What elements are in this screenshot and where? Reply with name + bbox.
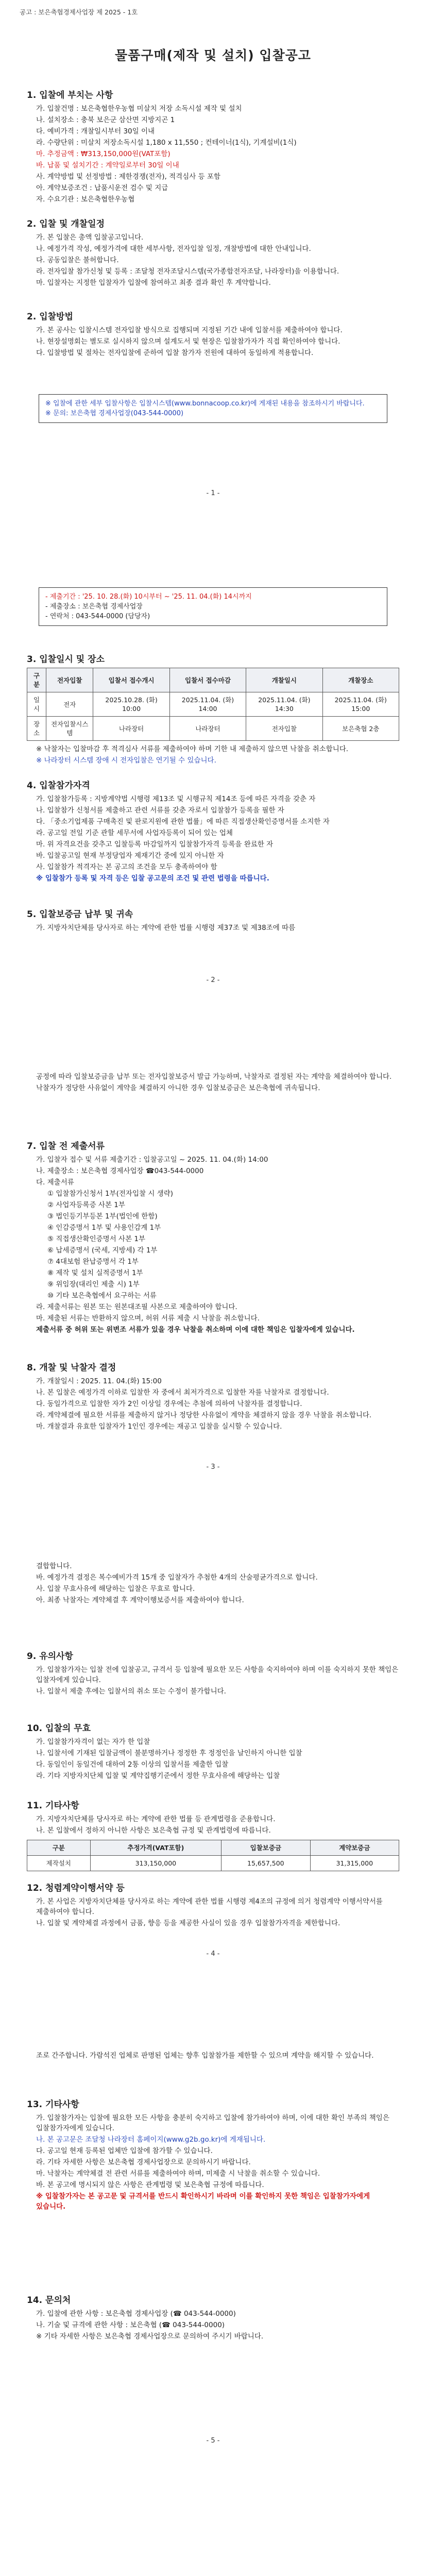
text-line: ※ 나라장터 시스템 장애 시 전자입찰은 연기될 수 있습니다. <box>36 756 216 765</box>
notice-line: - 연락처 : 043-544-0000 (담당자) <box>45 613 150 620</box>
page-number: - 3 - <box>206 1463 220 1471</box>
page-number: - 2 - <box>206 976 220 984</box>
table-cell: 전자입찰시스템 <box>46 717 93 741</box>
text-line: 나. 입찰 및 계약체결 과정에서 금품, 향응 등을 제공한 사실이 있을 경우 입찰참가자격을 제한합니다. <box>36 1919 340 1927</box>
text-line: 라. 계약체결에 필요한 서류를 제출하지 않거나 정당한 사유없이 계약을 체결하지 않을 경우 낙찰을 취소합니다. <box>36 1411 372 1419</box>
text-line: 다. 예비가격 : 개찰일시부터 30일 이내 <box>36 127 155 135</box>
text-line: ④ 인감증명서 1부 및 사용인감계 1부 <box>47 1224 161 1232</box>
table-header: 개찰일시 <box>246 668 322 692</box>
text-line: 라. 제출서류는 원본 또는 원본대조필 사본으로 제출하여야 합니다. <box>36 1303 237 1311</box>
section-bid-datetime <box>27 652 399 767</box>
emphasis-line: ※ 입찰참가자는 본 공고문 및 규격서를 반드시 확인하시기 바라며 이를 확인하지 못한 책임은 입찰참가자에게 있습니다. <box>36 2192 370 2211</box>
text-line: 가. 입찰참가자는 입찰 전에 입찰공고, 규격서 등 입찰에 필요한 모든 사항을 숙지하여야 하며 이를 숙지하지 못한 책임은 입찰자에게 있습니다. <box>36 1666 399 1684</box>
text-line: 다. 동일인이 동일건에 대하여 2통 이상의 입찰서를 제출한 입찰 <box>36 1760 229 1769</box>
notice-line: ※ 입찰에 관한 세부 입찰사항은 입찰시스템(www.bonnacoop.co.kr)에 게재된 내용을 참조하시기 바랍니다. <box>45 400 365 408</box>
text-line: 가. 입찰참가자는 입찰에 필요한 모든 사항을 충분히 숙지하고 입찰에 참가하여야 하며, 이에 대한 확인 부족의 책임은 입찰참가자에게 있습니다. <box>36 2114 389 2132</box>
section-heading: 1. 입찰에 부치는 사항 <box>27 90 113 100</box>
section-heading: 2. 입찰 및 개찰일정 <box>27 219 105 229</box>
table-cell: 나라장터 <box>169 717 246 741</box>
table-header: 개찰장소 <box>322 668 399 692</box>
text-line: 마. 개찰결과 유효한 입찰자가 1인인 경우에는 재공고 입찰을 실시할 수 있습니다. <box>36 1422 282 1431</box>
section-bid-method <box>27 309 399 359</box>
text-line: 나. 본 공고문은 조달청 나라장터 홈페이지(www.g2b.go.kr)에 게재됩니다. <box>36 2136 266 2144</box>
text-line: 다. 입찰방법 및 절차는 전자입찰에 준하여 입찰 참가자 전원에 대하여 동일하게 적용합니다. <box>36 349 314 357</box>
text-line: 바. 예정가격 결정은 복수예비가격 15개 중 입찰자가 추첨한 4개의 산술평균가격으로 합니다. <box>36 1573 318 1582</box>
text-line: 나. 입찰서 제출 후에는 입찰서의 취소 또는 수정이 불가합니다. <box>36 1687 226 1696</box>
text-line: 나. 현장설명회는 별도로 실시하지 않으며 설계도서 및 현장은 입찰참가자가 직접 확인하여야 합니다. <box>36 337 340 346</box>
page-number: - 1 - <box>206 489 220 497</box>
text-line: 결합합니다. <box>36 1562 72 1570</box>
text-line: ⑨ 위임장(대리인 제출 시) 1부 <box>47 1280 140 1289</box>
text-line: 가. 지방자치단체를 당사자로 하는 계약에 관한 법률 등 관계법령을 준용합니다. <box>36 1815 276 1823</box>
text-line: 다. 공고일 현재 등록된 업체만 입찰에 참가할 수 있습니다. <box>36 2147 213 2155</box>
text-line: 나. 기술 및 규격에 관한 사항 : 보은축협 (☎ 043-544-0000) <box>36 2321 225 2329</box>
text-line: 나. 본 입찰에서 정하지 아니한 사항은 보은축협 규정 및 관계법령에 따릅니다. <box>36 1826 271 1835</box>
text-line: 가. 본 공사는 입찰시스템 전자입찰 방식으로 집행되며 지정된 기간 내에 입찰서를 제출하여야 합니다. <box>36 326 343 334</box>
section-integrity <box>27 1880 399 1929</box>
table-cell: 15,657,500 <box>221 1856 310 1871</box>
text-line: 마. 낙찰자는 계약체결 전 관련 서류를 제출하여야 하며, 미제출 시 낙찰을 취소할 수 있습니다. <box>36 2170 320 2178</box>
text-line: ③ 법인등기부등본 1부(법인에 한함) <box>47 1212 158 1221</box>
text-line: 가. 입찰참가등록 : 지방계약법 시행령 제13조 및 시행규칙 제14조 등에 따른 자격을 갖춘 자 <box>36 795 316 803</box>
price-table <box>27 1840 399 1871</box>
table-header: 추정가격(VAT포함) <box>90 1840 221 1856</box>
text-line: 사. 입찰참가 적격자는 본 공고의 조건을 모두 충족하여야 함 <box>36 863 217 871</box>
text-line: 라. 공고일 전일 기준 관할 세무서에 사업자등록이 되어 있는 업체 <box>36 829 233 837</box>
table-cell: 313,150,000 <box>90 1856 221 1871</box>
text-line: 다. 제출서류 <box>36 1178 74 1187</box>
section-heading: 13. 기타사항 <box>27 2099 79 2110</box>
text-line: ⑤ 직접생산확인증명서 사본 1부 <box>47 1235 146 1243</box>
table-cell: 2025.11.04. (화) 14:00 <box>169 692 246 717</box>
section-contact <box>27 2293 399 2343</box>
table-cell: 제작설치 <box>27 1856 91 1871</box>
text-line: 아. 계약보증조건 : 납품시운전 검수 및 지급 <box>36 184 168 192</box>
text-line: ⑧ 제작 및 설치 실적증명서 1부 <box>47 1269 143 1277</box>
section-award <box>27 1360 399 1433</box>
text-line: 아. 최종 낙찰자는 계약체결 후 계약이행보증서를 제출하여야 합니다. <box>36 1596 244 1604</box>
schedule-table <box>27 668 399 741</box>
section-heading: 2. 입찰방법 <box>27 312 73 322</box>
text-line: 나. 설치장소 : 충북 보은군 삼산면 지방지곤 1 <box>36 116 175 124</box>
text-line: 낙찰자가 정당한 사유없이 계약을 체결하지 아니한 경우 입찰보증금은 보은축협에 귀속됩니다. <box>36 1084 320 1092</box>
text-line: 가. 본 사업은 지방자치단체를 당사자로 하는 계약에 관한 법률 시행령 제4조의 규정에 의거 청렴계약 이행서약서를 제출하여야 합니다. <box>36 1897 383 1916</box>
document-title: 물품구매(제작 및 설치) 입찰공고 <box>115 48 311 63</box>
notice-line: - 제출장소 : 보은축협 경제사업장 <box>45 603 143 611</box>
text-line: 자. 수요기관 : 보은축협한우농협 <box>36 195 135 204</box>
text-line: 가. 입찰참가자격이 없는 자가 한 입찰 <box>36 1738 150 1746</box>
text-line: 다. 공동입찰은 불허합니다. <box>36 256 119 264</box>
text-line: 가. 지방자치단체를 당사자로 하는 계약에 관한 법률 시행령 제37조 및 제38조에 따름 <box>36 924 296 932</box>
text-line: 바. 납품 및 설치기간 : 계약일로부터 30일 이내 <box>36 161 179 170</box>
section-deposit <box>27 907 399 934</box>
text-line: 나. 입찰서에 기재된 입찰금액이 불분명하거나 정정한 후 정정인을 날인하지 아니한 입찰 <box>36 1749 302 1757</box>
text-line: 조로 간주합니다. 가람석진 업체로 판명된 업체는 향후 입찰참가를 제한할 수 있으며 계약을 해지할 수 있습니다. <box>36 2052 374 2060</box>
table-row <box>27 1856 399 1871</box>
text-line: 다. 동일가격으로 입찰한 자가 2인 이상일 경우에는 추첨에 의하여 낙찰자를 결정합니다. <box>36 1400 302 1408</box>
table-header: 계약보증금 <box>310 1840 399 1856</box>
page-number: - 4 - <box>206 1950 220 1958</box>
text-line: 마. 입찰자는 지정한 입찰자가 입찰에 참여하고 최종 결과 확인 후 계약합니다. <box>36 279 271 287</box>
section-items <box>27 88 399 206</box>
section-deposit-cont <box>27 1072 399 1094</box>
table-header: 입찰서 접수마감 <box>169 668 246 692</box>
table-cell: 전자 <box>46 692 93 717</box>
section-heading: 10. 입찰의 무효 <box>27 1723 91 1734</box>
document-number: 공고 : 보은축협경제사업장 제 2025 - 1호 <box>20 8 138 16</box>
text-line: 나. 본 입찰은 예정가격 이하로 입찰한 자 중에서 최저가격으로 입찰한 자를 낙찰자로 결정합니다. <box>36 1388 329 1397</box>
table-header: 전자입찰 <box>46 668 93 692</box>
section-heading: 7. 입찰 전 제출서류 <box>27 1141 105 1151</box>
emphasis-line: ※ 기타 자세한 사항은 보은축협 경제사업장으로 문의하여 주시기 바랍니다. <box>36 2332 264 2341</box>
text-line: ① 입찰참가신청서 1부(전자입찰 시 생략) <box>47 1190 174 1198</box>
text-line: 공정에 따라 입찰보증금을 납부 또는 전자입찰보증서 발급 가능하며, 낙찰자로 결정된 자는 계약을 체결하여야 합니다. <box>36 1073 392 1081</box>
text-line: 가. 입찰건명 : 보은축협한우농협 미살치 저장 소독시설 제작 및 설치 <box>36 105 242 113</box>
text-line: 나. 예정가격 작성, 예정가격에 대한 세부사항, 전자입찰 일정, 개찰방법에 대한 안내입니다. <box>36 245 311 253</box>
text-line: ⑥ 납세증명서 (국세, 지방세) 각 1부 <box>47 1246 158 1255</box>
submission-box <box>39 587 387 626</box>
text-line: ※ 낙찰자는 입찰마감 후 적격심사 서류를 제출하여야 하며 기한 내 제출하지 않으면 낙찰을 취소합니다. <box>36 745 349 753</box>
notice-line: - 제출기간 : '25. 10. 28.(화) 10시부터 ~ '25. 11. 04.(화) 14시까지 <box>45 593 252 601</box>
section-heading: 4. 입찰참가자격 <box>27 781 90 791</box>
table-row <box>27 692 399 717</box>
table-cell: 전자입찰 <box>246 717 322 741</box>
text-line: 마. 위 자격요건을 갖추고 입찰등록 마감일까지 입찰참가자격 등록을 완료한 자 <box>36 840 274 849</box>
text-line: 사. 계약방법 및 선정방법 : 제한경쟁(전자), 적격심사 등 포함 <box>36 173 220 181</box>
emphasis-line: ※ 입찰참가 등록 및 자격 등은 입찰 공고문의 조건 및 관련 법령을 따릅니다. <box>36 874 269 883</box>
section-invalid-bids <box>27 1721 399 1782</box>
section-heading: 11. 기타사항 <box>27 1801 79 1811</box>
section-heading: 9. 유의사항 <box>27 1651 73 1662</box>
text-line: 라. 수량단위 : 미살치 저장소독시설 1,180 x 11,550 ; 컨테이너(1식), 기계설비(1식) <box>36 139 297 147</box>
text-line: 가. 개찰일시 : 2025. 11. 04.(화) 15:00 <box>36 1377 162 1385</box>
text-line: 마. 제출된 서류는 반환하지 않으며, 허위 서류 제출 시 낙찰을 취소합니다. <box>36 1314 260 1323</box>
table-header: 구분 <box>27 1840 91 1856</box>
text-line: ⑩ 기타 보은축협에서 요구하는 서류 <box>47 1292 157 1300</box>
section-award-cont <box>27 1561 399 1606</box>
section-heading: 5. 입찰보증금 납부 및 귀속 <box>27 909 133 920</box>
section-notes <box>27 1649 399 1698</box>
emphasis-line: 제출서류 중 허위 또는 위변조 서류가 있을 경우 낙찰을 취소하며 이에 대한 책임은 입찰자에게 있습니다. <box>36 1326 355 1334</box>
text-line: 마. 추정금액 : ₩313,150,000원(VAT포함) <box>36 150 171 158</box>
table-cell: 보은축협 2층 <box>322 717 399 741</box>
text-line: 바. 입찰공고일 현재 부정당업자 제재기간 중에 있지 아니한 자 <box>36 852 224 860</box>
table-header: 구 분 <box>27 668 46 692</box>
page-number: - 5 - <box>206 2437 220 2445</box>
table-cell: 2025.10.28. (화) 10:00 <box>93 692 169 717</box>
text-line: 라. 전자입찰 참가신청 및 등록 : 조달청 전자조달시스템(국가종합전자조달, 나라장터)을 이용합니다. <box>36 267 339 276</box>
notice-line: ※ 문의: 보은축협 경제사업장(043-544-0000) <box>45 410 184 417</box>
table-cell: 일 시 <box>27 692 46 717</box>
section-heading: 12. 청렴계약이행서약 등 <box>27 1883 125 1893</box>
table-cell: 31,315,000 <box>310 1856 399 1871</box>
table-cell: 2025.11.04. (화) 14:30 <box>246 692 322 717</box>
text-line: 다. 「중소기업제품 구매촉진 및 판로지원에 관한 법률」에 따른 직접생산확인증명서를 소지한 자 <box>36 818 330 826</box>
text-line: 라. 기타 자세한 사항은 보은축협 경제사업장으로 문의하시기 바랍니다. <box>36 2158 251 2166</box>
text-line: 가. 입찰에 관한 사항 : 보은축협 경제사업장 (☎ 043-544-0000) <box>36 2310 236 2318</box>
section-misc <box>27 1798 399 1871</box>
section-other <box>27 2097 399 2213</box>
table-cell: 장 소 <box>27 717 46 741</box>
table-cell: 나라장터 <box>93 717 169 741</box>
text-line: ② 사업자등록증 사본 1부 <box>47 1201 125 1209</box>
text-line: 가. 입찰자 접수 및 서류 제출기간 : 입찰공고일 ~ 2025. 11. 04.(화) 14:00 <box>36 1156 268 1164</box>
section-qualification <box>27 778 399 885</box>
table-cell: 2025.11.04. (화) 15:00 <box>322 692 399 717</box>
section-documents <box>27 1139 399 1336</box>
section-heading: 14. 문의처 <box>27 2295 71 2306</box>
section-heading: 3. 입찰일시 및 장소 <box>27 654 105 665</box>
text-line: 나. 입찰참가 신청서를 제출하고 관련 서류를 갖춘 자로서 입찰참가 등록을 필한 자 <box>36 806 284 815</box>
text-line: 라. 기타 지방자치단체 입찰 및 계약집행기준에서 정한 무효사유에 해당하는 입찰 <box>36 1772 280 1780</box>
section-heading: 8. 개찰 및 낙찰자 결정 <box>27 1363 116 1373</box>
table-header: 입찰서 접수개시 <box>93 668 169 692</box>
notice-box <box>39 394 387 423</box>
table-row <box>27 717 399 741</box>
text-line: 나. 제출장소 : 보은축협 경제사업장 ☎043-544-0000 <box>36 1167 204 1175</box>
text-line: 가. 본 입찰은 총액 입찰공고입니다. <box>36 233 144 242</box>
text-line: ⑦ 4대보험 완납증명서 각 1부 <box>47 1258 139 1266</box>
table-header: 입찰보증금 <box>221 1840 310 1856</box>
section-schedule <box>27 216 399 289</box>
text-line: 바. 본 공고에 명시되지 않은 사항은 관계법령 및 보은축협 규정에 따릅니다. <box>36 2181 264 2189</box>
section-integrity-cont <box>27 2050 399 2062</box>
text-line: 사. 입찰 무효사유에 해당하는 입찰은 무효로 합니다. <box>36 1585 195 1593</box>
